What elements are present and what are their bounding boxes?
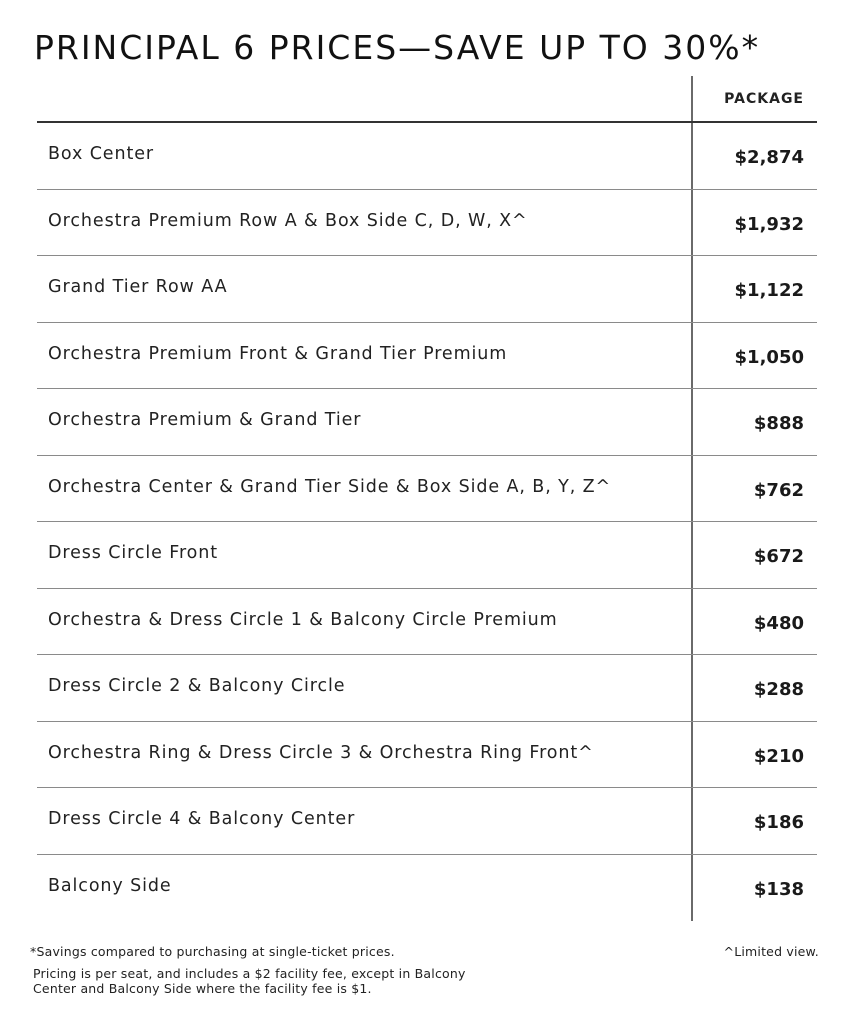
package-price: $186 xyxy=(753,812,804,833)
table-row xyxy=(37,655,817,722)
package-price: $210 xyxy=(753,745,804,767)
section-label: Orchestra & Dress Circle 1 & Balcony Circle Premium xyxy=(48,609,558,630)
table-header xyxy=(37,76,817,123)
package-price: $1,122 xyxy=(734,280,804,301)
table-row xyxy=(37,722,817,789)
section-label: Orchestra Premium Row A & Box Side C, D, W, X^ xyxy=(48,210,528,231)
section-label: Balcony Side xyxy=(48,875,172,896)
package-price: $672 xyxy=(753,546,804,567)
table-row xyxy=(37,256,817,323)
table-body xyxy=(37,123,817,921)
section-label: Orchestra Premium Front & Grand Tier Premium xyxy=(48,343,508,364)
package-price: $138 xyxy=(753,878,804,900)
section-label: Orchestra Premium & Grand Tier xyxy=(48,410,362,430)
section-label: Dress Circle 2 & Balcony Circle xyxy=(48,676,346,696)
savings-footnote: *Savings compared to purchasing at single-ticket prices. xyxy=(30,944,395,959)
table-row xyxy=(37,855,817,922)
section-label: Grand Tier Row AA xyxy=(48,277,228,297)
table-row xyxy=(37,190,817,257)
package-price: $480 xyxy=(753,612,804,634)
package-price: $2,874 xyxy=(734,147,804,168)
page-title: PRINCIPAL 6 PRICES—SAVE UP TO 30%* xyxy=(34,28,761,67)
section-label: Orchestra Center & Grand Tier Side & Box Side A, B, Y, Z^ xyxy=(48,476,612,497)
package-price: $1,932 xyxy=(734,213,804,235)
section-label: Dress Circle Front xyxy=(48,543,219,563)
table-row xyxy=(37,323,817,390)
package-price: $888 xyxy=(753,413,804,434)
section-label: Box Center xyxy=(48,144,154,164)
table-row xyxy=(37,123,817,190)
package-price: $1,050 xyxy=(734,346,804,368)
pricing-footnote: Pricing is per seat, and includes a $2 facility fee, except in Balcony Center and Balcony Side where the facility fee is $1. xyxy=(33,966,466,996)
limited-view-footnote: ^Limited view. xyxy=(723,944,819,959)
table-row xyxy=(37,589,817,656)
package-price: $288 xyxy=(753,679,804,700)
table-row xyxy=(37,522,817,589)
price-table xyxy=(37,76,817,921)
table-row xyxy=(37,456,817,523)
section-label: Dress Circle 4 & Balcony Center xyxy=(48,809,356,829)
package-price: $762 xyxy=(753,479,804,501)
table-row xyxy=(37,389,817,456)
package-column-header: PACKAGE xyxy=(724,91,804,107)
table-row xyxy=(37,788,817,855)
section-label: Orchestra Ring & Dress Circle 3 & Orchestra Ring Front^ xyxy=(48,742,594,763)
